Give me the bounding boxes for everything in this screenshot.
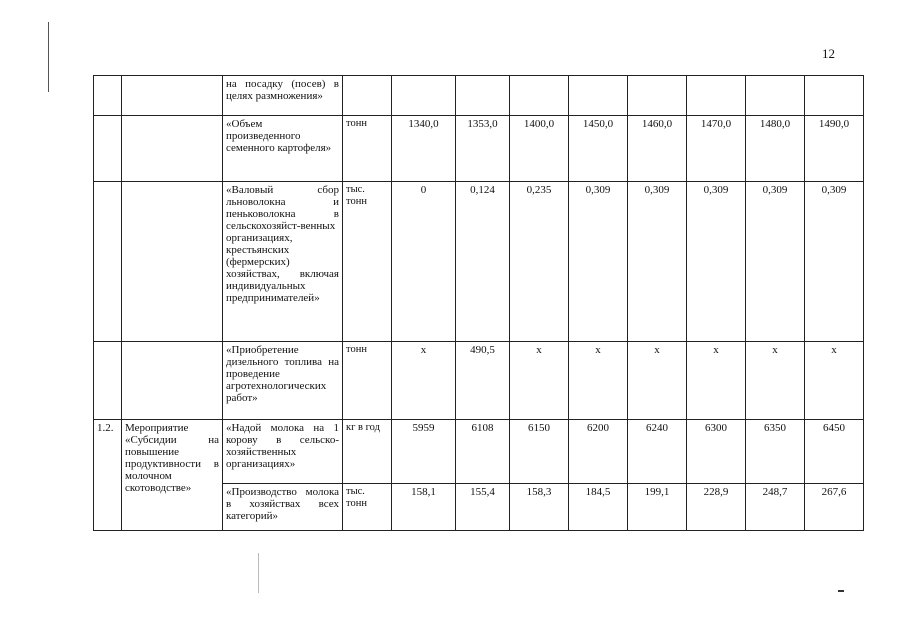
- value-cell: 6200: [569, 420, 628, 484]
- value-cell: 6450: [805, 420, 864, 484]
- value-cell: х: [628, 342, 687, 420]
- table-row: [94, 116, 864, 182]
- value-cell: 158,3: [510, 484, 569, 531]
- value-cell: 0,124: [456, 182, 510, 342]
- unit-cell: тонн: [343, 116, 392, 182]
- value-cell: [687, 76, 746, 116]
- scan-margin-line: [48, 22, 49, 92]
- row-number-cell: [94, 116, 122, 182]
- value-cell: 6150: [510, 420, 569, 484]
- value-cell: 1450,0: [569, 116, 628, 182]
- row-number-cell: [94, 76, 122, 116]
- unit-cell: кг в год: [343, 420, 392, 484]
- value-cell: х: [569, 342, 628, 420]
- value-cell: 199,1: [628, 484, 687, 531]
- indicator-cell: «Надой молока на 1 корову в сельско-хозяйственных организациях»: [223, 420, 343, 484]
- event-cell: Мероприятие «Субсидии на повышение продуктивности в молочном скотоводстве»: [122, 420, 223, 531]
- value-cell: х: [510, 342, 569, 420]
- table-row: [94, 342, 864, 420]
- event-cell: [122, 116, 223, 182]
- value-cell: 1490,0: [805, 116, 864, 182]
- unit-cell: [343, 76, 392, 116]
- value-cell: [510, 76, 569, 116]
- value-cell: 1400,0: [510, 116, 569, 182]
- value-cell: 6240: [628, 420, 687, 484]
- value-cell: 0,309: [569, 182, 628, 342]
- event-cell: [122, 182, 223, 342]
- value-cell: [392, 76, 456, 116]
- page-number: 12: [822, 46, 835, 61]
- indicator-cell: «Объем произведенного семенного картофеля»: [223, 116, 343, 182]
- value-cell: [805, 76, 864, 116]
- value-cell: 155,4: [456, 484, 510, 531]
- value-cell: [746, 76, 805, 116]
- indicator-cell: на посадку (посев) в целях размножения»: [223, 76, 343, 116]
- table-row: [94, 76, 864, 116]
- value-cell: 6300: [687, 420, 746, 484]
- value-cell: 228,9: [687, 484, 746, 531]
- table-row: [94, 182, 864, 342]
- value-cell: 1460,0: [628, 116, 687, 182]
- value-cell: [456, 76, 510, 116]
- value-cell: 267,6: [805, 484, 864, 531]
- value-cell: х: [805, 342, 864, 420]
- value-cell: х: [746, 342, 805, 420]
- indicator-cell: «Приобретение дизельного топлива на проведение агротехнологических работ»: [223, 342, 343, 420]
- indicator-cell: «Валовый сбор льноволокна и пеньковолокна в сельскохозяйст-венных организациях, крестьянских (фермерских) хозяйствах, включая индивидуальных предпринимателей»: [223, 182, 343, 342]
- value-cell: [628, 76, 687, 116]
- unit-cell: тыс. тонн: [343, 484, 392, 531]
- value-cell: 1470,0: [687, 116, 746, 182]
- value-cell: 0,309: [805, 182, 864, 342]
- value-cell: х: [687, 342, 746, 420]
- event-cell: [122, 342, 223, 420]
- value-cell: 1340,0: [392, 116, 456, 182]
- event-cell: [122, 76, 223, 116]
- indicator-cell: «Производство молока в хозяйствах всех категорий»: [223, 484, 343, 531]
- unit-cell: тыс. тонн: [343, 182, 392, 342]
- value-cell: [569, 76, 628, 116]
- value-cell: 490,5: [456, 342, 510, 420]
- scan-artifact: [258, 553, 259, 593]
- value-cell: 184,5: [569, 484, 628, 531]
- value-cell: 0,309: [628, 182, 687, 342]
- value-cell: х: [392, 342, 456, 420]
- value-cell: 248,7: [746, 484, 805, 531]
- value-cell: 6108: [456, 420, 510, 484]
- value-cell: 0,235: [510, 182, 569, 342]
- scan-artifact: [838, 590, 844, 592]
- value-cell: 1353,0: [456, 116, 510, 182]
- value-cell: 1480,0: [746, 116, 805, 182]
- value-cell: 0,309: [687, 182, 746, 342]
- value-cell: 6350: [746, 420, 805, 484]
- value-cell: 0,309: [746, 182, 805, 342]
- table-body: [94, 76, 864, 531]
- value-cell: 5959: [392, 420, 456, 484]
- row-number-cell: [94, 342, 122, 420]
- table-row: [94, 420, 864, 484]
- row-number-cell: [94, 182, 122, 342]
- row-number-cell: 1.2.: [94, 420, 122, 531]
- value-cell: 0: [392, 182, 456, 342]
- data-table: [93, 75, 864, 531]
- value-cell: 158,1: [392, 484, 456, 531]
- unit-cell: тонн: [343, 342, 392, 420]
